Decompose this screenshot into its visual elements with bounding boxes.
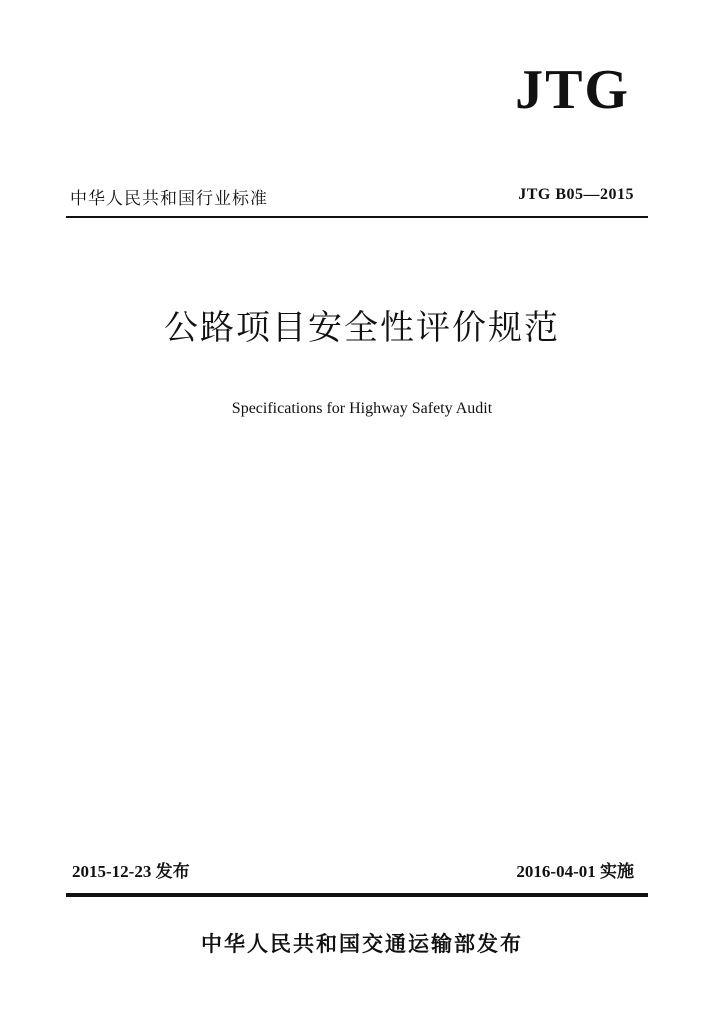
issue-label: 发布 (155, 862, 190, 882)
jtg-logo: JTG (515, 59, 630, 121)
implement-label: 实施 (600, 862, 634, 882)
issue-date-block (72, 857, 190, 882)
document-title-chinese: 公路项目安全性评价规范 (164, 308, 560, 348)
implement-date-block (516, 857, 634, 882)
issue-date: 2015-12-23 (72, 862, 152, 881)
implement-date: 2016-04-01 (516, 862, 596, 881)
bottom-divider (66, 893, 648, 897)
publisher: 中华人民共和国交通运输部发布 (201, 932, 523, 956)
document-title-english: Specifications for Highway Safety Audit (231, 400, 493, 417)
standard-category: 中华人民共和国行业标准 (70, 189, 268, 209)
standard-code: JTG B05—2015 (518, 186, 634, 203)
top-divider (66, 216, 648, 218)
